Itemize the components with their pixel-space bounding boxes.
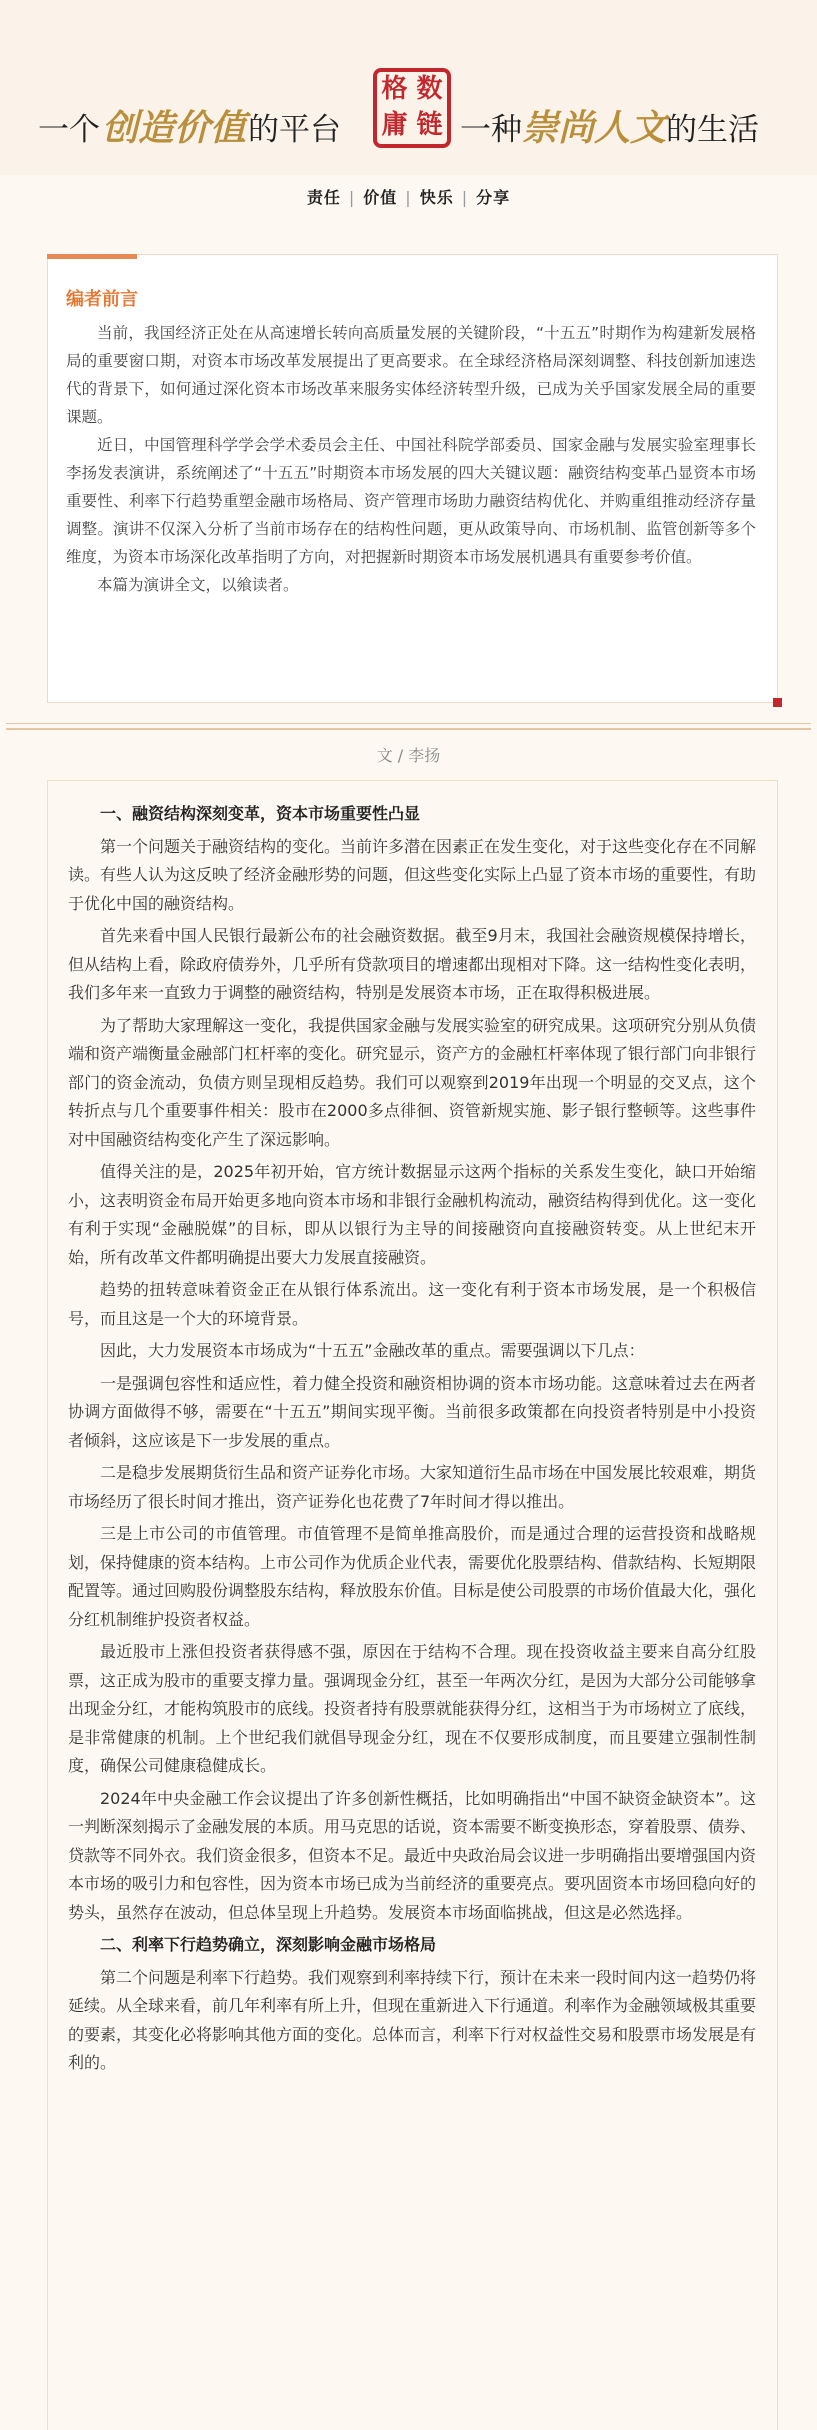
preface-title: 编者前言	[66, 289, 138, 310]
slogan-right	[460, 100, 759, 151]
tagline-separator: |	[461, 188, 469, 207]
article-paragraph: 一是强调包容性和适应性，着力健全投资和融资相协调的资本市场功能。这意味着过去在两者协调方面做得不够，需要在“十五五”期间实现平衡。当前很多政策都在向投资者特别是中小投资者倾斜，这应该是下一步发展的重点。	[68, 1373, 757, 1450]
section-heading: 一、融资结构深刻变革，资本市场重要性凸显	[100, 804, 421, 823]
section-divider	[6, 728, 811, 730]
slogan-right-post: 的生活	[666, 112, 760, 148]
article-paragraph: 第二个问题是利率下行趋势。我们观察到利率持续下行，预计在未来一段时间内这一趋势仍将延续。从全球来看，前几年利率有所上升，但现在重新进入下行通道。利率作为金融领域极其重要的要素，其变化必将影响其他方面的变化。总体而言，利率下行对权益性交易和股票市场发展是有利的。	[68, 1967, 757, 2072]
article-paragraph: 因此，大力发展资本市场成为“十五五”金融改革的重点。需要强调以下几点：	[100, 1341, 645, 1360]
logo-char: 链	[416, 110, 443, 140]
preface-paragraph: 近日，中国管理科学学会学术委员会主任、中国社科院学部委员、国家金融与发展实验室理事长李扬发表演讲，系统阐述了“十五五”时期资本市场发展的四大关键议题：融资结构变革凸显资本市场重要性、利率下行趋势重塑金融市场格局、资产管理市场助力融资结构优化、并购重组推动经济存量调整。演讲不仅深入分析了当前市场存在的结构性问题，更从政策导向、市场机制、监管创新等多个维度，为资本市场深化改革指明了方向，对把握新时期资本市场发展机遇具有重要参考价值。	[66, 436, 756, 566]
article-paragraph: 2024年中央金融工作会议提出了许多创新性概括，比如明确指出“中国不缺资金缺资本”。这一判断深刻揭示了金融发展的本质。用马克思的话说，资本需要不断变换形态，穿着股票、债券、贷款等不同外衣。我们资金很多，但资本不足。最近中央政治局会议进一步明确指出要增强国内资本市场的吸引力和包容性，因为资本市场已成为当前经济的重要亮点。要巩固资本市场回稳向好的势头，虽然存在波动，但总体呈现上升趋势。发展资本市场面临挑战，但这是必然选择。	[68, 1788, 757, 1922]
tagline-item: 快乐	[419, 188, 454, 207]
tagline-item: 责任	[306, 188, 341, 207]
slogan-right-pre: 一种	[460, 112, 522, 148]
section-divider	[6, 723, 811, 724]
preface-paragraph: 本篇为演讲全文，以飨读者。	[97, 576, 299, 594]
logo-char: 数	[416, 74, 443, 104]
preface-accent-bar	[47, 254, 137, 259]
tagline	[0, 185, 817, 208]
logo-char: 庸	[381, 110, 408, 140]
tagline-item: 分享	[476, 188, 511, 207]
article-paragraph: 趋势的扭转意味着资金正在从银行体系流出。这一变化有利于资本市场发展，是一个积极信号，而且这是一个大的环境背景。	[68, 1280, 756, 1328]
tagline-separator: |	[348, 188, 356, 207]
editor-preface-box	[47, 254, 778, 703]
preface-corner-mark	[773, 698, 782, 707]
article-paragraph: 值得关注的是，2025年初开始，官方统计数据显示这两个指标的关系发生变化，缺口开始缩小，这表明资金布局开始更多地向资本市场和非银行金融机构流动，融资结构得到优化。这一变化有利于实现“金融脱媒”的目标，即从以银行为主导的间接融资向直接融资转变。从上世纪末开始，所有改革文件都明确提出要大力发展直接融资。	[68, 1162, 757, 1267]
slogan-left-pre: 一个	[38, 112, 100, 148]
article-paragraph: 为了帮助大家理解这一变化，我提供国家金融与发展实验室的研究成果。这项研究分别从负债端和资产端衡量金融部门杠杆率的变化。研究显示，资产方的金融杠杆率体现了银行部门向非银行部门的资金流动，负债方则呈现相反趋势。我们可以观察到2019年出现一个明显的交叉点，这个转折点与几个重要事件相关：股市在2000多点徘徊、资管新规实施、影子银行整顿等。这些事件对中国融资结构变化产生了深远影响。	[68, 1015, 757, 1149]
section-heading: 二、利率下行趋势确立，深刻影响金融市场格局	[100, 1935, 437, 1954]
article-paragraph: 最近股市上涨但投资者获得感不强，原因在于结构不合理。现在投资收益主要来自高分红股票，这正成为股市的重要支撑力量。强调现金分红，甚至一年两次分红，是因为大部分公司能够拿出现金分红，才能构筑股市的底线。投资者持有股票就能获得分红，这相当于为市场树立了底线，是非常健康的机制。上个世纪我们就倡导现金分红，现在不仅要形成制度，而且要建立强制性制度，确保公司健康稳健成长。	[68, 1642, 757, 1775]
preface-paragraph: 当前，我国经济正处在从高速增长转向高质量发展的关键阶段，“十五五”时期作为构建新发展格局的重要窗口期，对资本市场改革发展提出了更高要求。在全球经济格局深刻调整、科技创新加速迭代的背景下，如何通过深化资本市场改革来服务实体经济转型升级，已成为关乎国家发展全局的重要课题。	[66, 324, 756, 426]
article-paragraph: 三是上市公司的市值管理。市值管理不是简单推高股价，而是通过合理的运营投资和战略规划，保持健康的资本结构。上市公司作为优质企业代表，需要优化股票结构、借款结构、长短期限配置等。通过回购股份调整股东结构，释放股东价值。目标是使公司股票的市场价值最大化，强化分红机制维护投资者权益。	[68, 1524, 757, 1629]
article-body	[68, 800, 756, 2082]
author-byline: 文 / 李扬	[376, 746, 441, 765]
logo-seal	[373, 68, 451, 148]
slogan-left-post: 的平台	[248, 112, 342, 148]
slogan-left-accent: 创造价值	[102, 107, 247, 149]
logo-char: 格	[381, 74, 408, 104]
tagline-item: 价值	[363, 188, 398, 207]
article-paragraph: 第一个问题关于融资结构的变化。当前许多潜在因素正在发生变化，对于这些变化存在不同解读。有些人认为这反映了经济金融形势的问题，但这些变化实际上凸显了资本市场的重要性，有助于优化中国的融资结构。	[68, 836, 757, 913]
preface-text	[66, 319, 756, 599]
article-paragraph: 二是稳步发展期货衍生品和资产证券化市场。大家知道衍生品市场在中国发展比较艰难，期货市场经历了很长时间才推出，资产证券化也花费了7年时间才得以推出。	[68, 1463, 757, 1511]
slogan-left	[38, 100, 341, 151]
article-paragraph: 首先来看中国人民银行最新公布的社会融资数据。截至9月末，我国社会融资规模保持增长，但从结构上看，除政府债券外，几乎所有贷款项目的增速都出现相对下降。这一结构性变化表明，我们多年来一直致力于调整的融资结构，特别是发展资本市场，正在取得积极进展。	[68, 926, 757, 1002]
slogan-right-accent: 崇尚人文	[522, 107, 667, 149]
tagline-separator: |	[405, 188, 412, 207]
